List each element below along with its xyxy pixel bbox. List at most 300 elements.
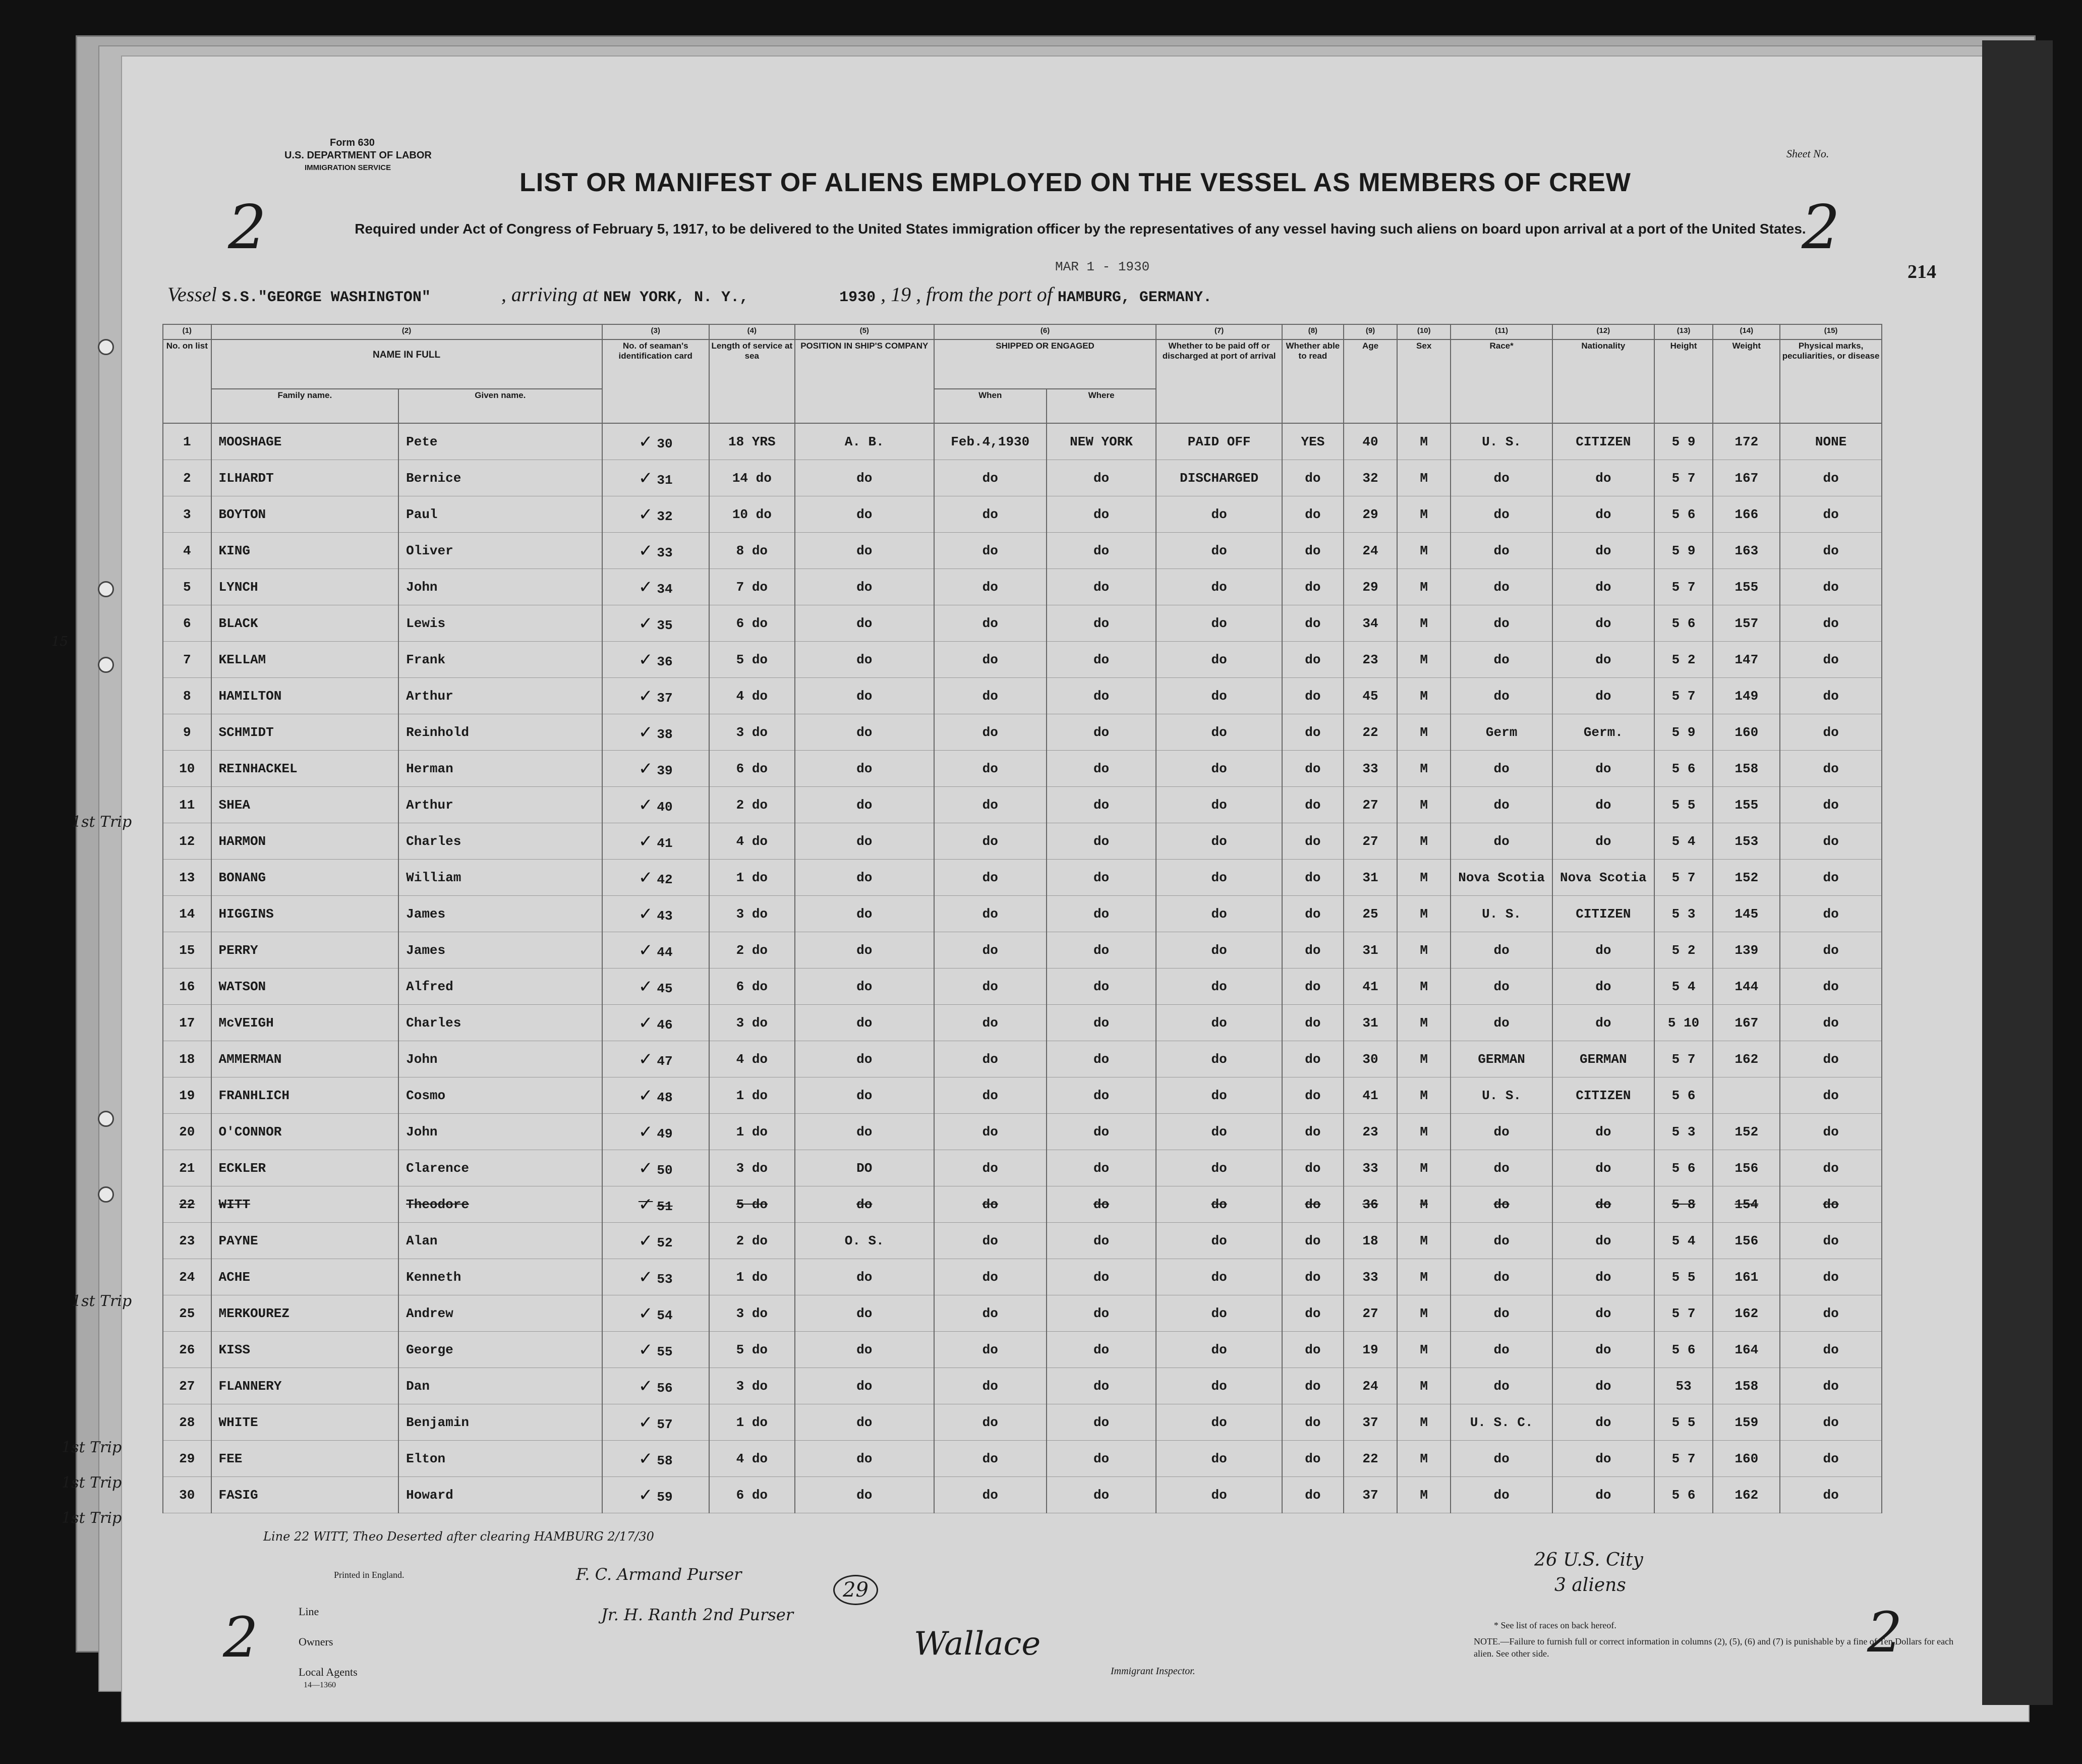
- service-length: 4 do: [736, 833, 768, 849]
- weight-cell: [1713, 787, 1780, 823]
- age: 41: [1362, 1088, 1378, 1103]
- given-name-cell: [398, 751, 602, 787]
- table-row: [163, 714, 1882, 751]
- nationality: Nova Scotia: [1560, 870, 1647, 885]
- paid-off: do: [1211, 688, 1227, 704]
- age-cell: [1344, 1186, 1397, 1223]
- id-card-number: 47: [657, 1053, 673, 1069]
- family-name: HARMON: [218, 833, 266, 849]
- sex: M: [1420, 543, 1428, 558]
- nationality-cell: [1552, 860, 1654, 896]
- height-cell: [1654, 1150, 1713, 1186]
- physical-marks: do: [1823, 1487, 1839, 1503]
- shipped-when-cell: [934, 1114, 1047, 1150]
- service-length: 1 do: [736, 870, 768, 885]
- age-cell: [1344, 460, 1397, 496]
- race: do: [1493, 1342, 1510, 1357]
- shipped-where: do: [1093, 724, 1110, 740]
- height-cell: [1654, 1005, 1713, 1041]
- paid-off: do: [1211, 797, 1227, 813]
- sex: M: [1420, 1124, 1428, 1140]
- able-to-read-cell: [1282, 496, 1344, 533]
- row-number-cell: [163, 1041, 211, 1077]
- family-name-cell: [211, 605, 399, 642]
- line-label: Line: [299, 1605, 319, 1618]
- id-card-number-cell: [602, 1005, 709, 1041]
- able-to-read: do: [1305, 1233, 1321, 1248]
- height: 5 9: [1671, 724, 1696, 740]
- height-cell: [1654, 787, 1713, 823]
- service-length-cell: [709, 787, 795, 823]
- height: 5 7: [1671, 470, 1696, 486]
- nationality-cell: [1552, 1223, 1654, 1259]
- able-to-read-cell: [1282, 932, 1344, 969]
- paid-off: DISCHARGED: [1180, 470, 1259, 486]
- shipped-when-cell: [934, 496, 1047, 533]
- service-length: 3 do: [736, 1305, 768, 1321]
- age-cell: [1344, 787, 1397, 823]
- able-to-read: do: [1305, 543, 1321, 558]
- family-name-cell: [211, 1077, 399, 1114]
- sex-cell: [1397, 533, 1451, 569]
- height: 5 9: [1671, 543, 1696, 558]
- id-card-number: 42: [657, 872, 673, 887]
- position: do: [856, 470, 873, 486]
- shipped-where-cell: [1047, 1150, 1156, 1186]
- able-to-read-cell: [1282, 1368, 1344, 1404]
- race: do: [1493, 1269, 1510, 1285]
- col-physical: Physical marks, peculiarities, or disease: [1780, 339, 1882, 423]
- colnum: (9): [1344, 324, 1397, 339]
- id-card-number-cell: [602, 1332, 709, 1368]
- shipped-where: do: [1093, 1015, 1110, 1031]
- shipped-when-cell: [934, 460, 1047, 496]
- sex-cell: [1397, 896, 1451, 932]
- sex-cell: [1397, 969, 1451, 1005]
- physical-marks-cell: [1780, 678, 1882, 714]
- family-name-cell: [211, 678, 399, 714]
- row-number-cell: [163, 423, 211, 460]
- physical-marks-cell: [1780, 642, 1882, 678]
- paid-off-cell: [1156, 1114, 1282, 1150]
- weight-cell: [1713, 1368, 1780, 1404]
- nationality: do: [1595, 1233, 1611, 1248]
- nationality: do: [1595, 833, 1611, 849]
- paid-off-cell: [1156, 896, 1282, 932]
- shipped-when-cell: [934, 751, 1047, 787]
- given-name-cell: [398, 569, 602, 605]
- given-name-cell: [398, 423, 602, 460]
- manifest-table-wrapper: [162, 324, 1882, 1545]
- shipped-where: do: [1093, 1160, 1110, 1176]
- height: 5 7: [1671, 1305, 1696, 1321]
- sex-cell: [1397, 496, 1451, 533]
- row-number-cell: [163, 1150, 211, 1186]
- given-name: Arthur: [406, 688, 453, 704]
- family-name-cell: [211, 1477, 399, 1513]
- shipped-where-cell: [1047, 932, 1156, 969]
- given-name-cell: [398, 787, 602, 823]
- sex: M: [1420, 724, 1428, 740]
- shipped-where-cell: [1047, 678, 1156, 714]
- height-cell: [1654, 1077, 1713, 1114]
- given-name: Clarence: [406, 1160, 469, 1176]
- age-cell: [1344, 1259, 1397, 1295]
- nationality-cell: [1552, 1259, 1654, 1295]
- family-name: KING: [218, 543, 250, 558]
- checkmark-icon: ✓: [638, 613, 653, 634]
- row-number: 6: [183, 615, 191, 631]
- nationality: do: [1595, 470, 1611, 486]
- shipped-where: do: [1093, 797, 1110, 813]
- height: 5 8: [1671, 1197, 1696, 1212]
- header-row-1: [163, 339, 1882, 389]
- table-row: [163, 605, 1882, 642]
- height-cell: [1654, 932, 1713, 969]
- sex-cell: [1397, 642, 1451, 678]
- physical-marks: do: [1823, 470, 1839, 486]
- able-to-read: do: [1305, 579, 1321, 595]
- col-sex: Sex: [1397, 339, 1451, 423]
- race-cell: [1451, 1441, 1552, 1477]
- shipped-when: do: [982, 942, 998, 958]
- race-cell: [1451, 1041, 1552, 1077]
- weight-cell: [1713, 1332, 1780, 1368]
- id-card-number: 51: [657, 1199, 673, 1214]
- row-number: 1: [183, 434, 191, 449]
- height-cell: [1654, 533, 1713, 569]
- id-card-number-cell: [602, 787, 709, 823]
- nationality-cell: [1552, 460, 1654, 496]
- id-card-number-cell: [602, 1477, 709, 1513]
- service-length-cell: [709, 860, 795, 896]
- height-cell: [1654, 1477, 1713, 1513]
- able-to-read: do: [1305, 942, 1321, 958]
- col-paid-off: Whether to be paid off or discharged at port of arrival: [1156, 339, 1282, 423]
- service-length: 3 do: [736, 1160, 768, 1176]
- nationality: do: [1595, 615, 1611, 631]
- family-name: WATSON: [218, 979, 266, 994]
- shipped-where: do: [1093, 833, 1110, 849]
- weight-cell: [1713, 751, 1780, 787]
- nationality: do: [1595, 652, 1611, 667]
- height-cell: [1654, 1223, 1713, 1259]
- shipped-where: do: [1093, 1378, 1110, 1394]
- physical-marks: do: [1823, 1160, 1839, 1176]
- paid-off-cell: [1156, 1223, 1282, 1259]
- family-name: PAYNE: [218, 1233, 258, 1248]
- family-name-cell: [211, 860, 399, 896]
- position: do: [856, 1487, 873, 1503]
- able-to-read: do: [1305, 688, 1321, 704]
- nationality: do: [1595, 579, 1611, 595]
- checkmark-icon: ✓: [638, 1230, 653, 1251]
- shipped-when-cell: [934, 1332, 1047, 1368]
- height-cell: [1654, 569, 1713, 605]
- row-number: 29: [179, 1451, 195, 1466]
- position: do: [856, 870, 873, 885]
- race: do: [1493, 1233, 1510, 1248]
- service-length: 6 do: [736, 615, 768, 631]
- able-to-read-cell: [1282, 1295, 1344, 1332]
- service-length-cell: [709, 1223, 795, 1259]
- position-cell: [795, 969, 934, 1005]
- race-cell: [1451, 496, 1552, 533]
- shipped-where-cell: [1047, 1295, 1156, 1332]
- column-number-row: [163, 324, 1882, 339]
- position: DO: [856, 1160, 873, 1176]
- position: do: [856, 1451, 873, 1466]
- row-number: 21: [179, 1160, 195, 1176]
- position-cell: [795, 1295, 934, 1332]
- shipped-when: do: [982, 543, 998, 558]
- nationality: do: [1595, 1378, 1611, 1394]
- physical-marks: do: [1823, 942, 1839, 958]
- position: do: [856, 1015, 873, 1031]
- table-row: [163, 533, 1882, 569]
- checkmark-icon: ✓: [638, 722, 653, 743]
- shipped-where: do: [1093, 1414, 1110, 1430]
- shipped-where: do: [1093, 1269, 1110, 1285]
- shipped-where-cell: [1047, 1041, 1156, 1077]
- shipped-where-cell: [1047, 1077, 1156, 1114]
- able-to-read: do: [1305, 833, 1321, 849]
- shipped-when-cell: [934, 1259, 1047, 1295]
- shipped-when: do: [982, 1015, 998, 1031]
- family-name: MOOSHAGE: [218, 434, 282, 449]
- nationality: CITIZEN: [1576, 906, 1631, 922]
- row-number-cell: [163, 496, 211, 533]
- height: 5 6: [1671, 1088, 1696, 1103]
- age-cell: [1344, 860, 1397, 896]
- height-cell: [1654, 823, 1713, 860]
- table-row: [163, 1368, 1882, 1404]
- shipped-when-cell: [934, 1223, 1047, 1259]
- nationality: do: [1595, 1305, 1611, 1321]
- physical-marks: do: [1823, 506, 1839, 522]
- family-name: AMMERMAN: [218, 1051, 282, 1067]
- height-cell: [1654, 1368, 1713, 1404]
- able-to-read-cell: [1282, 1150, 1344, 1186]
- service-length: 2 do: [736, 1233, 768, 1248]
- service-length: 1 do: [736, 1088, 768, 1103]
- given-name-cell: [398, 1077, 602, 1114]
- physical-marks-cell: [1780, 423, 1882, 460]
- table-row: [163, 460, 1882, 496]
- weight-cell: [1713, 460, 1780, 496]
- height: 5 7: [1671, 1451, 1696, 1466]
- given-name-cell: [398, 714, 602, 751]
- physical-marks-cell: [1780, 1223, 1882, 1259]
- race: Germ: [1485, 724, 1518, 740]
- race-cell: [1451, 1259, 1552, 1295]
- nationality-cell: [1552, 569, 1654, 605]
- service-length: 3 do: [736, 906, 768, 922]
- position-cell: [795, 1332, 934, 1368]
- checkmark-icon: ✓: [638, 1085, 653, 1106]
- shipped-where-cell: [1047, 1404, 1156, 1441]
- given-name-cell: [398, 533, 602, 569]
- physical-marks-cell: [1780, 569, 1882, 605]
- shipped-where: do: [1093, 942, 1110, 958]
- colnum: (6): [934, 324, 1156, 339]
- race: do: [1493, 506, 1510, 522]
- row-number-cell: [163, 1441, 211, 1477]
- paid-off-cell: [1156, 969, 1282, 1005]
- nationality-cell: [1552, 1150, 1654, 1186]
- age-cell: [1344, 1005, 1397, 1041]
- height-cell: [1654, 605, 1713, 642]
- family-name-cell: [211, 569, 399, 605]
- row-number-cell: [163, 642, 211, 678]
- sex: M: [1420, 906, 1428, 922]
- col-shipped: SHIPPED OR ENGAGED: [934, 339, 1156, 389]
- shipped-when: do: [982, 1088, 998, 1103]
- sex-cell: [1397, 1295, 1451, 1332]
- id-card-number-cell: [602, 642, 709, 678]
- vessel-line: [167, 282, 1913, 306]
- table-row: [163, 1404, 1882, 1441]
- paid-off-cell: [1156, 1404, 1282, 1441]
- from-port: HAMBURG, GERMANY.: [1057, 289, 1212, 306]
- handwritten-two-left: 2: [228, 193, 267, 263]
- service-length-cell: [709, 1005, 795, 1041]
- row-number-cell: [163, 896, 211, 932]
- age: 40: [1362, 434, 1378, 449]
- col-given-name: Given name.: [398, 389, 602, 423]
- col-length-service: Length of service at sea: [709, 339, 795, 423]
- family-name-cell: [211, 1114, 399, 1150]
- nationality: CITIZEN: [1576, 434, 1631, 449]
- shipped-when-cell: [934, 823, 1047, 860]
- physical-marks: do: [1823, 615, 1839, 631]
- id-card-number-cell: [602, 569, 709, 605]
- physical-marks-cell: [1780, 714, 1882, 751]
- sex-cell: [1397, 1077, 1451, 1114]
- given-name: John: [406, 1124, 438, 1140]
- age-cell: [1344, 932, 1397, 969]
- position-cell: [795, 860, 934, 896]
- height: 5 7: [1671, 1051, 1696, 1067]
- age: 27: [1362, 1305, 1378, 1321]
- nationality-cell: [1552, 678, 1654, 714]
- shipped-where-cell: [1047, 969, 1156, 1005]
- given-name-cell: [398, 1295, 602, 1332]
- nationality-cell: [1552, 932, 1654, 969]
- physical-marks-cell: [1780, 969, 1882, 1005]
- physical-marks-cell: [1780, 1295, 1882, 1332]
- age-cell: [1344, 496, 1397, 533]
- sex-cell: [1397, 1223, 1451, 1259]
- shipped-when: do: [982, 1197, 998, 1212]
- race: U. S.: [1482, 434, 1522, 449]
- position-cell: [795, 1404, 934, 1441]
- height: 5 6: [1671, 506, 1696, 522]
- position-cell: [795, 678, 934, 714]
- family-name: FASIG: [218, 1487, 258, 1503]
- shipped-where-cell: [1047, 642, 1156, 678]
- position: do: [856, 724, 873, 740]
- physical-marks-cell: [1780, 932, 1882, 969]
- sex: M: [1420, 579, 1428, 595]
- shipped-when: do: [982, 797, 998, 813]
- service-length: 6 do: [736, 761, 768, 776]
- race-cell: [1451, 533, 1552, 569]
- shipped-when: do: [982, 724, 998, 740]
- sex-cell: [1397, 569, 1451, 605]
- shipped-when: do: [982, 470, 998, 486]
- height: 5 7: [1671, 870, 1696, 885]
- race-cell: [1451, 605, 1552, 642]
- able-to-read: do: [1305, 870, 1321, 885]
- shipped-where: do: [1093, 1124, 1110, 1140]
- weight-cell: [1713, 1150, 1780, 1186]
- service-length-cell: [709, 1186, 795, 1223]
- sex-cell: [1397, 1114, 1451, 1150]
- table-row: [163, 932, 1882, 969]
- height: 5 4: [1671, 833, 1696, 849]
- owners-label: Owners: [299, 1635, 333, 1648]
- given-name: Reinhold: [406, 724, 469, 740]
- weight-cell: [1713, 496, 1780, 533]
- id-card-number-cell: [602, 1114, 709, 1150]
- given-name: Benjamin: [406, 1414, 469, 1430]
- physical-marks-cell: [1780, 751, 1882, 787]
- row-number-cell: [163, 860, 211, 896]
- paid-off: do: [1211, 1233, 1227, 1248]
- sex-cell: [1397, 823, 1451, 860]
- checkmark-icon: ✓: [638, 867, 653, 888]
- height: 5 3: [1671, 1124, 1696, 1140]
- service-length: 7 do: [736, 579, 768, 595]
- paid-off-cell: [1156, 932, 1282, 969]
- checkmark-icon: ✓: [638, 577, 653, 597]
- service-length: 14 do: [732, 470, 772, 486]
- age-cell: [1344, 533, 1397, 569]
- id-card-number: 59: [657, 1489, 673, 1505]
- given-name: Cosmo: [406, 1088, 446, 1103]
- able-to-read: do: [1305, 1378, 1321, 1394]
- physical-marks-cell: [1780, 460, 1882, 496]
- height: 5 6: [1671, 615, 1696, 631]
- shipped-when-cell: [934, 896, 1047, 932]
- race-cell: [1451, 1477, 1552, 1513]
- given-name: Elton: [406, 1451, 446, 1466]
- row-number: 27: [179, 1378, 195, 1394]
- service-length-cell: [709, 569, 795, 605]
- physical-marks-cell: [1780, 896, 1882, 932]
- shipped-when: do: [982, 1124, 998, 1140]
- weight: 153: [1734, 833, 1759, 849]
- nationality-cell: [1552, 496, 1654, 533]
- nationality-cell: [1552, 1441, 1654, 1477]
- service-length-cell: [709, 678, 795, 714]
- checkmark-icon: ✓: [638, 1121, 653, 1142]
- able-to-read: do: [1305, 797, 1321, 813]
- race: do: [1493, 470, 1510, 486]
- id-card-number-cell: [602, 932, 709, 969]
- colnum: (13): [1654, 324, 1713, 339]
- row-number: 25: [179, 1305, 195, 1321]
- binder-hole: [98, 581, 114, 597]
- height-cell: [1654, 1041, 1713, 1077]
- service-length-cell: [709, 1295, 795, 1332]
- shipped-where: do: [1093, 979, 1110, 994]
- nationality-cell: [1552, 1404, 1654, 1441]
- physical-marks-cell: [1780, 1005, 1882, 1041]
- family-name-cell: [211, 932, 399, 969]
- colnum: (8): [1282, 324, 1344, 339]
